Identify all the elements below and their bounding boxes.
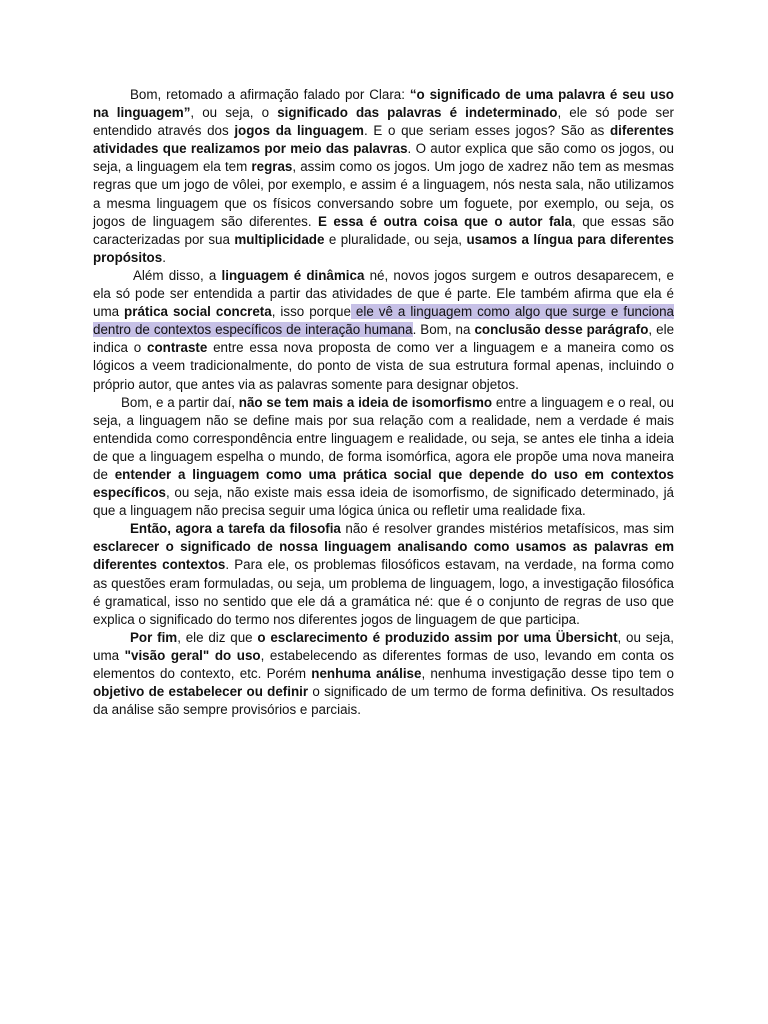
bold-text: conclusão desse parágrafo: [474, 322, 649, 338]
highlighted-text: ele vê a linguagem como algo que surge e funciona dentro de contextos específicos de interação humana: [93, 304, 674, 338]
text-run: , isso porque: [271, 304, 351, 320]
text-run: , ele indica o: [93, 322, 675, 356]
text-run: , estabelecendo as diferentes formas de uso, levando em conta os elementos do contexto, etc. Porém: [93, 647, 674, 681]
bold-text: regras: [251, 159, 293, 175]
text-run: e pluralidade, ou seja,: [324, 231, 467, 247]
text-run: né, novos jogos surgem e outros desaparecem, e ela só pode ser entendida a partir das atividades de que é parte. Ele também afirma que ela é uma: [93, 267, 674, 320]
paragraph-5: [93, 629, 674, 719]
bold-text: entender a linguagem como uma prática social que depende do uso em contextos específicos: [93, 466, 674, 501]
bold-text: prática social concreta: [124, 304, 272, 320]
bold-text: nenhuma análise: [311, 666, 422, 681]
text-run: Bom, e a partir daí,: [121, 394, 239, 410]
paragraph-1: [93, 86, 674, 267]
text-run: , ele só pode ser entendido através dos: [93, 105, 674, 139]
text-run: .: [162, 249, 166, 265]
text-run: o significado de um termo de forma definitiva. Os resultados da análise são sempre provisórios e parciais.: [93, 684, 674, 718]
text-run: , nenhuma investigação desse tipo tem o: [421, 666, 674, 681]
bold-text: linguagem é dinâmica: [221, 267, 365, 283]
text-run: . Para ele, os problemas filosóficos estavam, na verdade, na forma como as questões eram formuladas, ou seja, um problema de linguagem, logo, a investigação filosófica é gramatical, isso no sentido que ele dá a gramática né: que é o conjunto de regras de uso que explica o significado do termo nos diferentes jogos de linguagem de que participa.: [93, 557, 674, 627]
text-run: , assim como os jogos. Um jogo de xadrez não tem as mesmas regras que um jogo de vôlei, por exemplo, e assim é a linguagem, nós nesta sala, não utilizamos a mesma linguagem que os físicos conversando sobre um foguete, por exemplo, ou seja, os jogos de linguagem são diferentes.: [93, 159, 674, 229]
bold-text: o esclarecimento é produzido assim por uma Übersicht: [257, 629, 618, 645]
bold-text: usamos a língua para diferentes propósitos: [93, 231, 674, 265]
bold-text: significado das palavras é indeterminado: [277, 105, 558, 121]
text-run: , ele diz que: [177, 629, 258, 645]
bold-text: objetivo de estabelecer ou definir: [93, 684, 309, 700]
document-body: [93, 86, 674, 719]
bold-text: diferentes atividades que realizamos por meio das palavras: [93, 123, 674, 157]
bold-text: jogos da linguagem: [234, 123, 364, 139]
paragraph-2: [93, 267, 674, 394]
text-run: Além disso, a: [133, 267, 222, 283]
paragraph-4: [93, 520, 674, 629]
bold-text: E essa é outra coisa que o autor fala: [318, 213, 573, 229]
bold-text: multiplicidade: [234, 231, 325, 247]
text-run: . Bom, na: [412, 322, 475, 338]
text-run: , ou seja, não existe mais essa ideia de isomorfismo, de significado determinado, já que a linguagem não precisa seguir uma lógica única ou refletir uma realidade fixa.: [93, 485, 674, 519]
text-run: , ou seja, o: [190, 105, 278, 121]
bold-text: esclarecer o significado de nossa linguagem analisando como usamos as palavras em diferentes contextos: [93, 539, 674, 573]
bold-text: “o significado de uma palavra é seu uso na linguagem”: [93, 87, 674, 121]
text-run: , ou seja, uma: [93, 629, 675, 663]
text-run: . O autor explica que são como os jogos, ou seja, a linguagem ela tem: [93, 141, 674, 175]
bold-text: Por fim: [130, 629, 178, 645]
paragraph-3: [93, 394, 674, 521]
bold-text: "visão geral" do uso: [124, 647, 261, 663]
text-run: entre a linguagem e o real, ou seja, a linguagem não se define mais por sua relação com a realidade, nem a verdade é mais entendida como correspondência entre linguagem e realidade, ou seja, se antes ele tinha a ideia de que a linguagem espelha o mundo, de forma isomórfica, agora ele propõe uma nova maneira de: [93, 394, 675, 482]
bold-text: Então, agora a tarefa da filosofia: [130, 521, 341, 537]
bold-text: contraste: [147, 340, 208, 356]
text-run: . E o que seriam esses jogos? São as: [363, 123, 610, 139]
bold-text: não se tem mais a ideia de isomorfismo: [238, 394, 493, 410]
text-run: Bom, retomado a afirmação falado por Clara:: [130, 87, 410, 102]
text-run: , que essas são caracterizadas por sua: [93, 213, 674, 247]
text-run: entre essa nova proposta de como ver a linguagem e a maneira como os lógicos a veem tradicionalmente, do ponto de vista de sua estrutura formal apenas, incluindo o próprio autor, que antes via as palavras somente para designar objetos.: [93, 340, 674, 392]
text-run: não é resolver grandes mistérios metafísicos, mas sim: [340, 521, 674, 537]
